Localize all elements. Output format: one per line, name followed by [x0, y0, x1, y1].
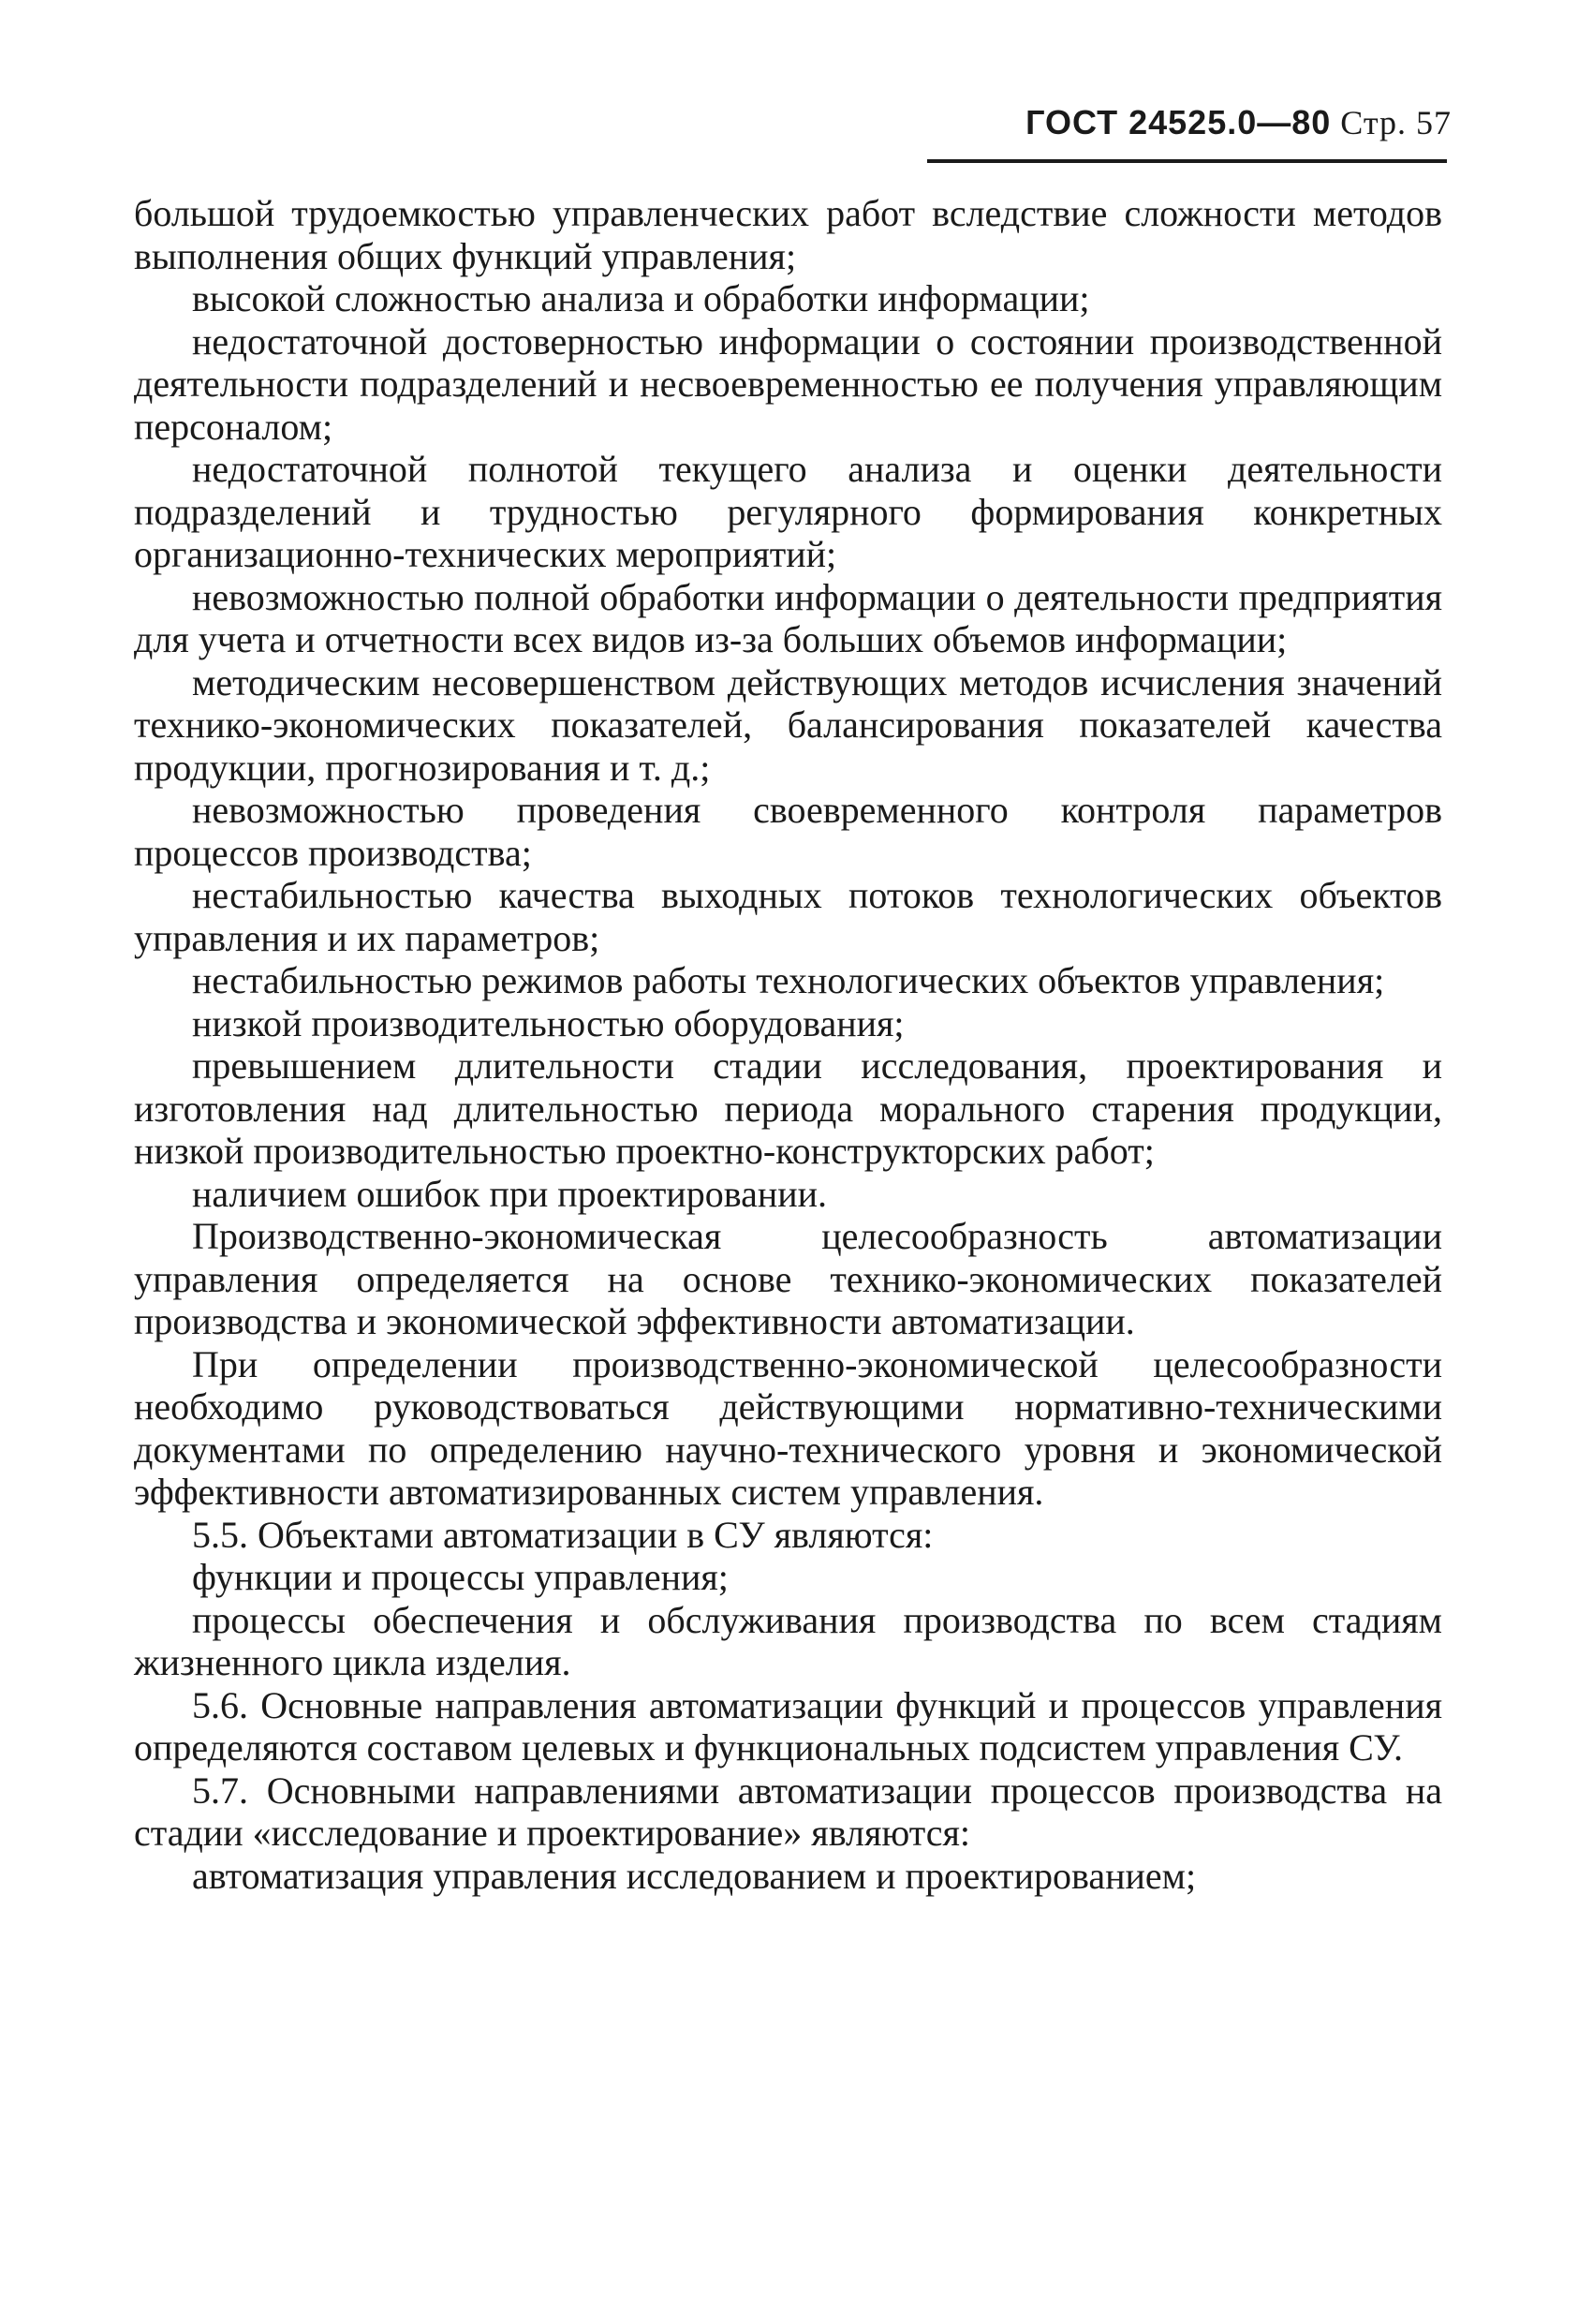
paragraph: Производственно-экономическая целесообразность автоматизации управления определяется на основе технико-экономических показателей производства и экономической эффективности автоматизации. [134, 1215, 1442, 1342]
paragraph: процессы обеспечения и обслуживания производства по всем стадиям жизненного цикла изделия. [134, 1598, 1442, 1683]
paragraph: недостаточной полнотой текущего анализа и оценки деятельности подразделений и трудностью регулярного формирования конкретных организационно-технических мероприятий; [134, 448, 1442, 575]
paragraph: 5.6. Основные направления автоматизации функций и процессов управления определяются составом целевых и функциональных подсистем управления СУ. [134, 1683, 1442, 1769]
paragraph: 5.7. Основными направлениями автоматизации процессов производства на стадии «исследование и проектирование» являются: [134, 1769, 1442, 1854]
header-rule [927, 159, 1447, 163]
paragraph: автоматизация управления исследованием и проектированием; [192, 1854, 1197, 1897]
paragraph: функции и процессы управления; [192, 1556, 729, 1598]
paragraph: невозможностью проведения своевременного контроля параметров процессов производства; [134, 789, 1442, 874]
page-header [927, 103, 1452, 142]
paragraph: методическим несовершенством действующих методов исчисления значений технико-экономических показателей, балансирования показателей качества продукции, прогнозирования и т. д.; [134, 660, 1442, 789]
paragraph: 5.5. Объектами автоматизации в СУ являются: [192, 1513, 934, 1556]
paragraph: нестабильностью качества выходных потоков технологических объектов управления и их параметров; [134, 874, 1442, 959]
paragraph: низкой производительностью оборудования; [192, 1001, 905, 1044]
paragraph: наличием ошибок при проектировании. [192, 1172, 828, 1215]
page-number: Стр. 57 [1340, 104, 1452, 141]
paragraph: При определении производственно-экономической целесообразности необходимо руководствоваться действующими нормативно-техническими документами по определению научно-технического уровня и экономической эффективности автоматизированных систем управления. [134, 1342, 1442, 1513]
standard-number: ГОСТ 24525.0—80 [1025, 103, 1332, 141]
paragraph: невозможностью полной обработки информации о деятельности предприятия для учета и отчетности всех видов из-за больших объемов информации; [134, 575, 1442, 660]
body-text [134, 192, 1442, 1897]
paragraph: недостаточной достоверностью информации о состоянии производственной деятельности подразделений и несвоевременностью ее получения управляющим персоналом; [134, 319, 1442, 448]
paragraph: высокой сложностью анализа и обработки информации; [192, 277, 1090, 319]
paragraph: нестабильностью режимов работы технологических объектов управления; [192, 959, 1385, 1001]
paragraph: превышением длительности стадии исследования, проектирования и изготовления над длительностью периода морального старения продукции, низкой производительностью проектно-конструкторских работ; [134, 1044, 1442, 1172]
paragraph: большой трудоемкостью управленческих работ вследствие сложности методов выполнения общих функций управления; [134, 192, 1442, 277]
